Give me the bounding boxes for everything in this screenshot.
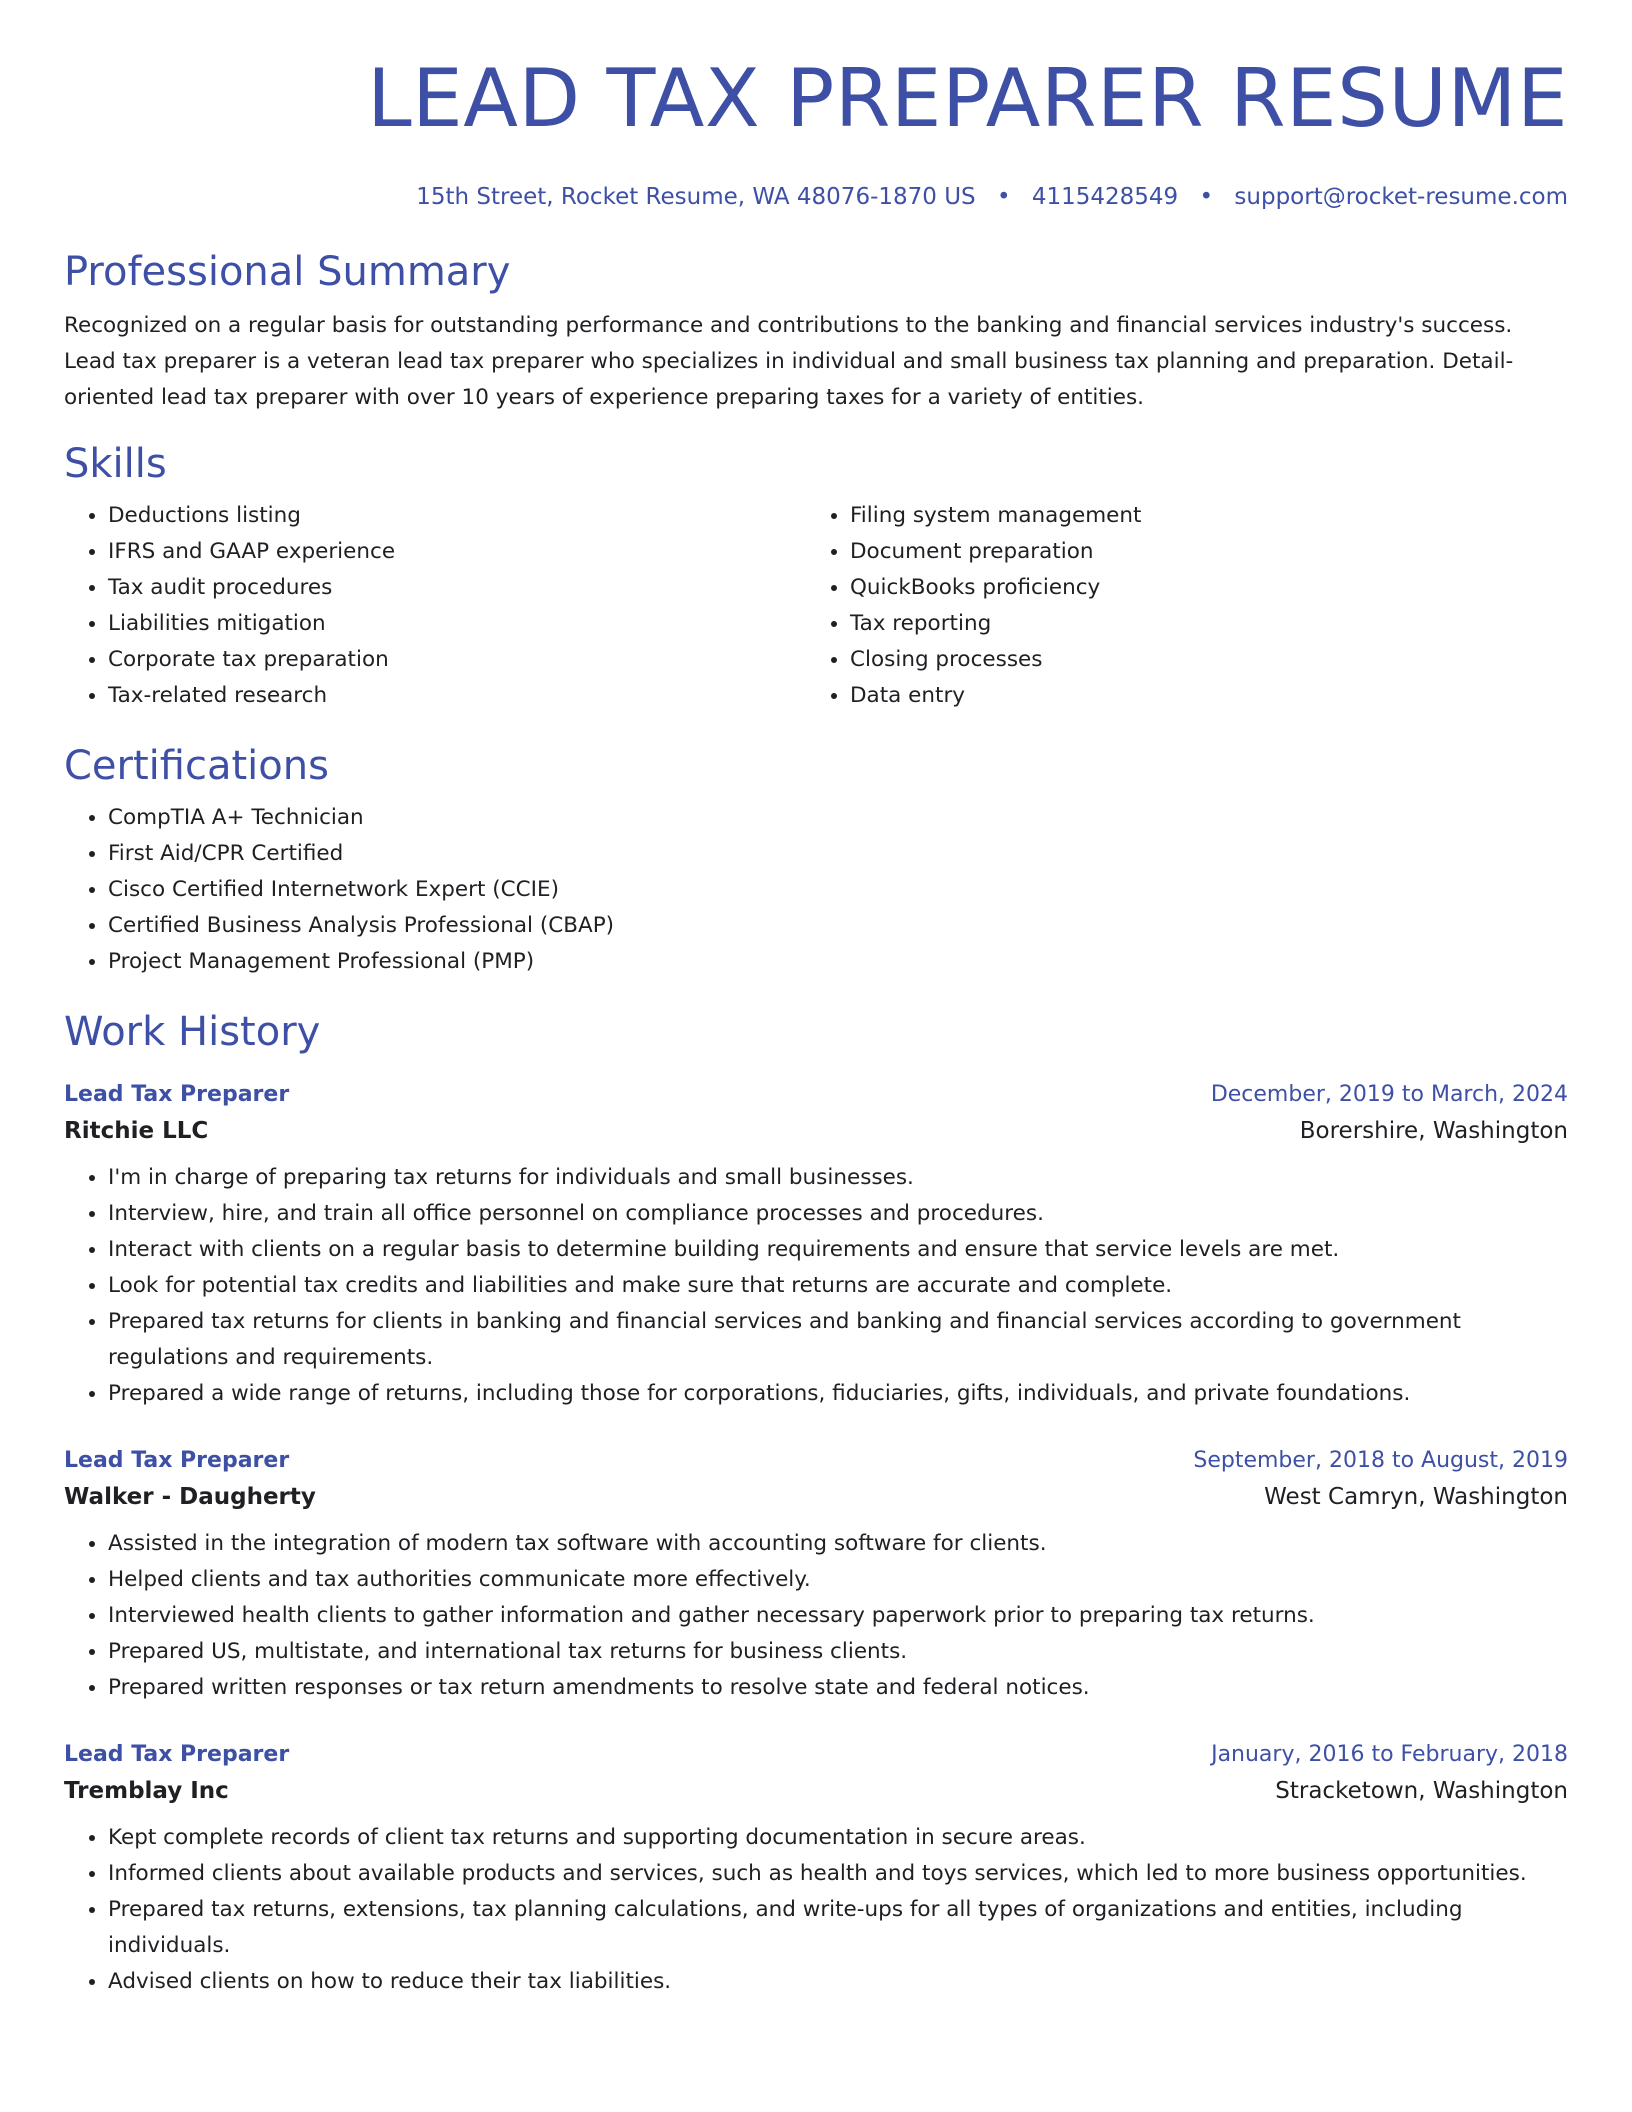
summary-heading: Professional Summary (64, 249, 511, 295)
job-dates: December, 2019 to March, 2024 (1210, 1082, 1568, 1107)
job-duty-item: • Look for potential tax credits and liabilities and make sure that returns are accurate and complete. (108, 1268, 1568, 1304)
skill-item: • Data entry (850, 678, 1568, 714)
skills-list (64, 498, 1568, 714)
job-title: Lead Tax Preparer (64, 1082, 290, 1107)
contact-line (64, 180, 1568, 214)
job-duty-item: • Interact with clients on a regular basis to determine building requirements and ensure that service levels are met. (108, 1232, 1568, 1268)
job-company-row (64, 1112, 1568, 1150)
job-duty-item: • Assisted in the integration of modern tax software with accounting software for clients. (108, 1526, 1568, 1562)
certification-item: • CompTIA A+ Technician (108, 800, 1568, 836)
certifications-heading: Certifications (64, 743, 329, 789)
job-title: Lead Tax Preparer (64, 1448, 290, 1473)
job-title: Lead Tax Preparer (64, 1742, 290, 1767)
certification-item: • Certified Business Analysis Professional (CBAP) (108, 908, 1568, 944)
skill-item: • Document preparation (850, 534, 1568, 570)
job-header-row (64, 1078, 1568, 1112)
certifications-list (64, 800, 1568, 980)
job-duties-list (64, 1526, 1568, 1706)
certification-item: • First Aid/CPR Certified (108, 836, 1568, 872)
skills-column-right (806, 498, 1568, 714)
job-entry (64, 1738, 1568, 2000)
summary-text: Recognized on a regular basis for outstanding performance and contributions to the banking and financial services industry's success. Lead tax preparer is a veteran lead tax preparer who specializes in individual and small business tax planning and preparation. Detail-oriented lead tax preparer with over 10 years of experience preparing taxes for a variety of entities. (64, 313, 1514, 410)
job-duty-item: • Helped clients and tax authorities communicate more effectively. (108, 1562, 1568, 1598)
job-duty-item: • Prepared tax returns for clients in banking and financial services and banking and financial services according to government regulations and requirements. (108, 1304, 1568, 1376)
job-company-row (64, 1772, 1568, 1810)
skill-item: • Tax reporting (850, 606, 1568, 642)
job-company: Tremblay Inc (64, 1778, 229, 1804)
job-location: Borershire, Washington (1299, 1118, 1568, 1144)
skill-item: • Tax-related research (108, 678, 806, 714)
job-duties-list (64, 1820, 1568, 2000)
contact-separator: • (1199, 184, 1214, 210)
job-entry (64, 1444, 1568, 1706)
skill-item: • QuickBooks proficiency (850, 570, 1568, 606)
job-location: West Camryn, Washington (1264, 1484, 1568, 1510)
skill-item: • Closing processes (850, 642, 1568, 678)
job-company-row (64, 1478, 1568, 1516)
contact-email: support@rocket-resume.com (1234, 184, 1568, 210)
job-dates: September, 2018 to August, 2019 (1193, 1448, 1568, 1473)
job-header-row (64, 1738, 1568, 1772)
job-duty-item: • Interview, hire, and train all office personnel on compliance processes and procedures. (108, 1196, 1568, 1232)
skill-item: • Filing system management (850, 498, 1568, 534)
job-entry (64, 1078, 1568, 1412)
skills-column-left (64, 498, 806, 714)
certification-item: • Cisco Certified Internetwork Expert (CCIE) (108, 872, 1568, 908)
contact-phone: 4115428549 (1031, 184, 1179, 210)
job-duty-item: • Prepared tax returns, extensions, tax planning calculations, and write-ups for all types of organizations and entities, including individuals. (108, 1892, 1568, 1964)
skill-item: • IFRS and GAAP experience (108, 534, 806, 570)
resume-title: LEAD TAX PREPARER RESUME (367, 52, 1568, 145)
job-duty-item: • Prepared written responses or tax return amendments to resolve state and federal notices. (108, 1670, 1568, 1706)
skill-item: • Tax audit procedures (108, 570, 806, 606)
job-duty-item: • Kept complete records of client tax returns and supporting documentation in secure areas. (108, 1820, 1568, 1856)
job-duty-item: • Advised clients on how to reduce their tax liabilities. (108, 1964, 1568, 2000)
certification-item: • Project Management Professional (PMP) (108, 944, 1568, 980)
job-header-row (64, 1444, 1568, 1478)
contact-separator: • (996, 184, 1011, 210)
job-company: Ritchie LLC (64, 1118, 209, 1144)
skill-item: • Deductions listing (108, 498, 806, 534)
job-location: Stracketown, Washington (1275, 1778, 1568, 1804)
job-duty-item: • Prepared US, multistate, and international tax returns for business clients. (108, 1634, 1568, 1670)
job-duty-item: • Interviewed health clients to gather information and gather necessary paperwork prior to preparing tax returns. (108, 1598, 1568, 1634)
skill-item: • Liabilities mitigation (108, 606, 806, 642)
job-company: Walker - Daugherty (64, 1484, 316, 1510)
job-duty-item: • I'm in charge of preparing tax returns for individuals and small businesses. (108, 1160, 1568, 1196)
job-duty-item: • Informed clients about available products and services, such as health and toys services, which led to more business opportunities. (108, 1856, 1568, 1892)
contact-address: 15th Street, Rocket Resume, WA 48076-1870 US (416, 184, 976, 210)
resume-page (64, 50, 1568, 2000)
job-dates: January, 2016 to February, 2018 (1211, 1742, 1568, 1767)
skills-heading: Skills (64, 441, 167, 487)
job-duty-item: • Prepared a wide range of returns, including those for corporations, fiduciaries, gifts, individuals, and private foundations. (108, 1376, 1568, 1412)
job-duties-list (64, 1160, 1568, 1412)
skill-item: • Corporate tax preparation (108, 642, 806, 678)
work-history-heading: Work History (64, 1009, 321, 1055)
